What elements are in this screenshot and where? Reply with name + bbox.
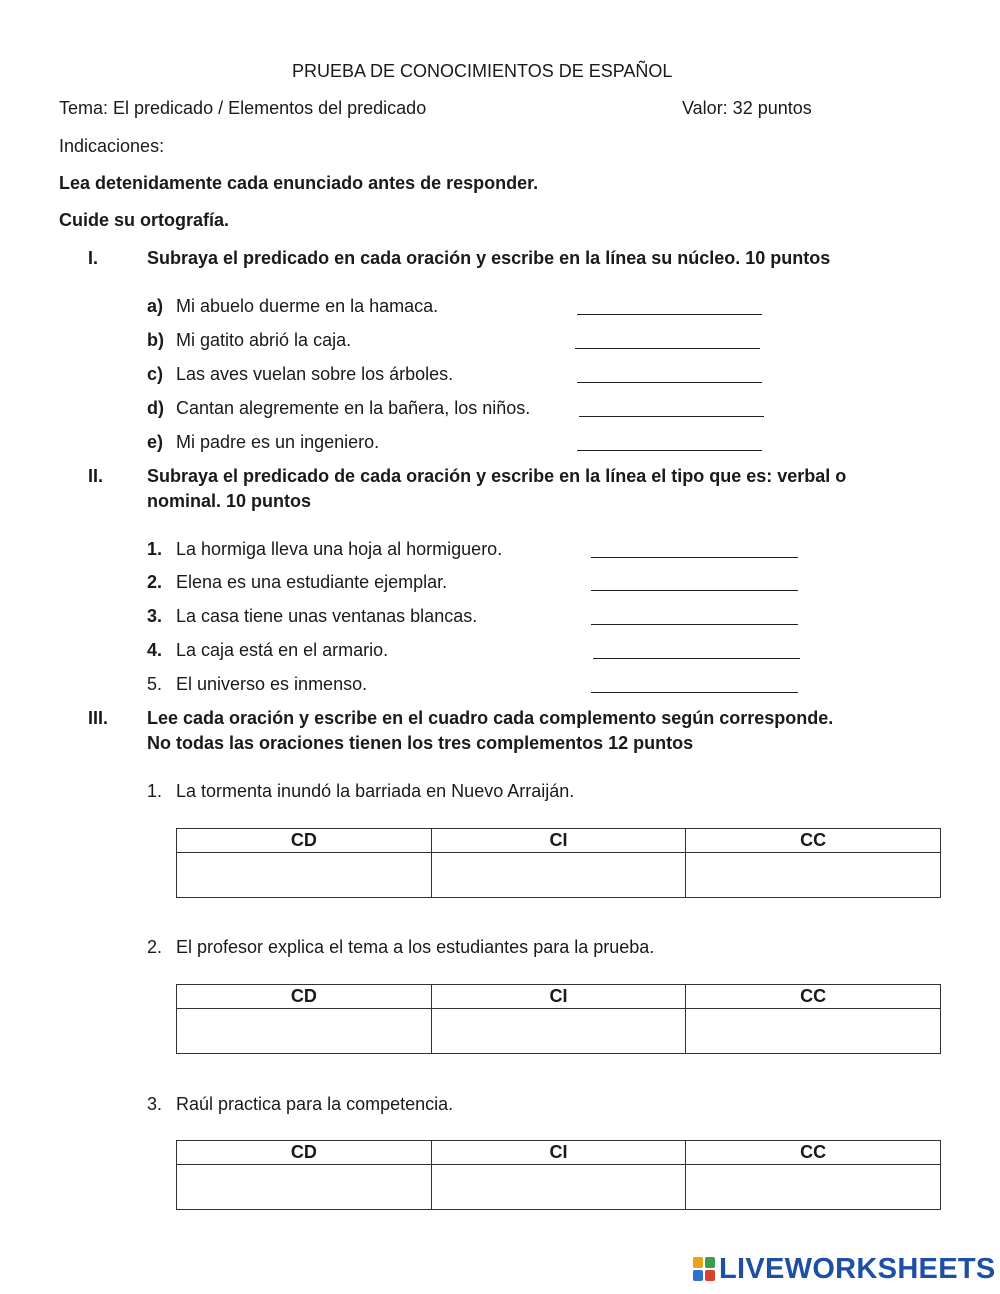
item-text: El profesor explica el tema a los estudiantes para la prueba. [176, 937, 655, 957]
item-text: La casa tiene unas ventanas blancas. [176, 606, 478, 626]
item-label: 2. [147, 937, 163, 957]
item-label: b) [147, 330, 164, 350]
answer-cell-ci[interactable] [431, 1165, 686, 1210]
item-text: Cantan alegremente en la bañera, los niños. [176, 398, 531, 418]
answer-line[interactable] [593, 658, 800, 659]
item-label: 4. [147, 640, 163, 660]
item-label: 1. [147, 781, 163, 801]
column-header-cd: CD [177, 829, 432, 853]
item-label: 2. [147, 572, 163, 592]
item-label: 5. [147, 674, 163, 694]
item-text: La hormiga lleva una hoja al hormiguero. [176, 539, 503, 559]
answer-cell-cd[interactable] [177, 1009, 432, 1054]
section-1-number: I. [88, 248, 99, 268]
item-label: 1. [147, 539, 163, 559]
column-header-cc: CC [686, 1141, 941, 1165]
column-header-cd: CD [177, 1141, 432, 1165]
complements-table [176, 1140, 941, 1210]
logo-square-icon [693, 1270, 703, 1281]
answer-cell-ci[interactable] [431, 1009, 686, 1054]
item-text: Elena es una estudiante ejemplar. [176, 572, 448, 592]
column-header-ci: CI [431, 985, 686, 1009]
item-text: Mi padre es un ingeniero. [176, 432, 380, 452]
answer-line[interactable] [575, 348, 760, 349]
answer-line[interactable] [577, 450, 762, 451]
item-label: e) [147, 432, 164, 452]
answer-line[interactable] [577, 382, 762, 383]
item-text: Raúl practica para la competencia. [176, 1094, 454, 1114]
item-text: El universo es inmenso. [176, 674, 368, 694]
answer-cell-ci[interactable] [431, 853, 686, 898]
answer-line[interactable] [577, 314, 762, 315]
liveworksheets-logo-icon [693, 1257, 715, 1281]
indicaciones-label: Indicaciones: [59, 136, 165, 156]
complements-table [176, 984, 941, 1054]
column-header-ci: CI [431, 829, 686, 853]
item-text: Mi gatito abrió la caja. [176, 330, 352, 350]
section-2-title-line2: nominal. 10 puntos [147, 491, 312, 511]
section-2-title-line1: Subraya el predicado de cada oración y escribe en la línea el tipo que es: verbal o [147, 466, 847, 486]
answer-line[interactable] [579, 416, 764, 417]
item-label: a) [147, 296, 164, 316]
section-3-number: III. [88, 708, 109, 728]
section-3-title-line2: No todas las oraciones tienen los tres complementos 12 puntos [147, 733, 694, 753]
item-text: Las aves vuelan sobre los árboles. [176, 364, 454, 384]
answer-cell-cc[interactable] [686, 853, 941, 898]
answer-line[interactable] [591, 590, 798, 591]
column-header-cc: CC [686, 985, 941, 1009]
item-label: d) [147, 398, 164, 418]
answer-line[interactable] [591, 692, 798, 693]
tema-text: Tema: El predicado / Elementos del predicado [59, 98, 427, 118]
logo-square-icon [705, 1270, 715, 1281]
answer-cell-cd[interactable] [177, 1165, 432, 1210]
answer-line[interactable] [591, 557, 798, 558]
instruction-1: Lea detenidamente cada enunciado antes de responder. [59, 173, 539, 193]
item-text: Mi abuelo duerme en la hamaca. [176, 296, 439, 316]
logo-square-icon [705, 1257, 715, 1268]
column-header-cc: CC [686, 829, 941, 853]
section-1-title: Subraya el predicado en cada oración y escribe en la línea su núcleo. 10 puntos [147, 248, 831, 268]
answer-line[interactable] [591, 624, 798, 625]
valor-text: Valor: 32 puntos [682, 98, 812, 118]
liveworksheets-logo [693, 1252, 996, 1286]
page-title: PRUEBA DE CONOCIMIENTOS DE ESPAÑOL [292, 61, 673, 81]
complements-table [176, 828, 941, 898]
logo-square-icon [693, 1257, 703, 1268]
answer-cell-cc[interactable] [686, 1009, 941, 1054]
section-3-title-line1: Lee cada oración y escribe en el cuadro cada complemento según corresponde. [147, 708, 834, 728]
item-label: 3. [147, 1094, 163, 1114]
column-header-cd: CD [177, 985, 432, 1009]
item-text: La caja está en el armario. [176, 640, 389, 660]
instruction-2: Cuide su ortografía. [59, 210, 230, 230]
item-text: La tormenta inundó la barriada en Nuevo Arraiján. [176, 781, 575, 801]
item-label: 3. [147, 606, 163, 626]
answer-cell-cc[interactable] [686, 1165, 941, 1210]
column-header-ci: CI [431, 1141, 686, 1165]
section-2-number: II. [88, 466, 104, 486]
answer-cell-cd[interactable] [177, 853, 432, 898]
liveworksheets-brand: LIVEWORKSHEETS [719, 1252, 996, 1285]
item-label: c) [147, 364, 164, 384]
